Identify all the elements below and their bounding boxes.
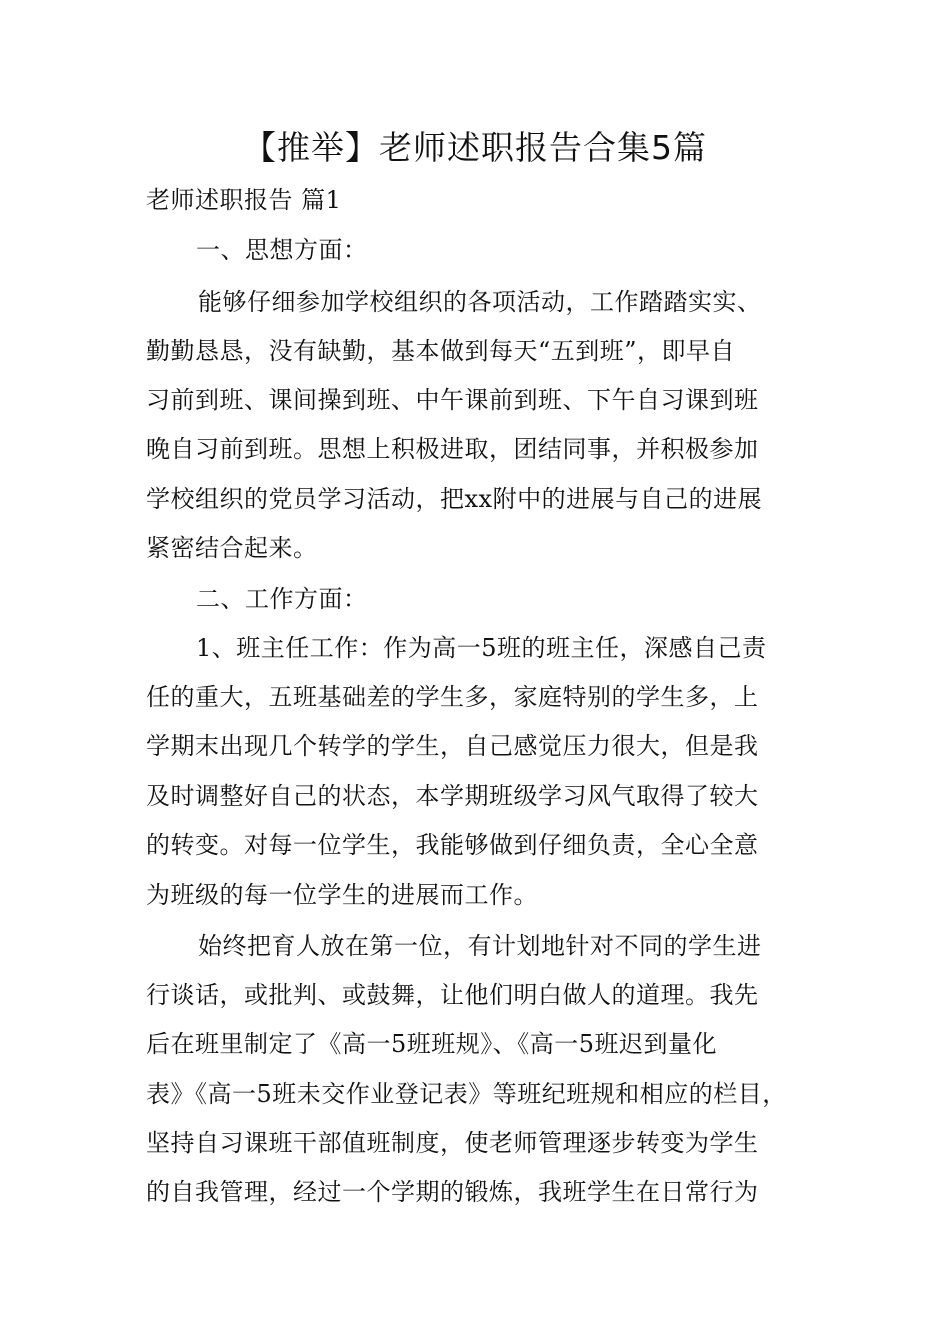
paragraph-line: 能够仔细参加学校组织的各项活动，工作踏踏实实、 xyxy=(198,288,762,316)
document-title: 【推举】老师述职报告合集5篇 xyxy=(243,128,707,167)
paragraph-line: 习前到班、课间操到班、中午课前到班、下午自习课到班 xyxy=(146,386,759,414)
paragraph-line: 为班级的每一位学生的进展而工作。 xyxy=(146,881,538,909)
paragraph-line: 及时调整好自己的状态，本学期班级学习风气取得了较大 xyxy=(146,782,759,810)
section-heading-thought: 一、思想方面： xyxy=(196,236,368,264)
paragraph-line: 坚持自习课班干部值班制度，使老师管理逐步转变为学生 xyxy=(146,1129,759,1157)
paragraph-line: 表》《高一5班未交作业登记表》等班纪班规和相应的栏目， xyxy=(146,1080,787,1108)
document-subtitle: 老师述职报告 篇1 xyxy=(146,186,342,214)
paragraph-line: 学校组织的党员学习活动，把xx附中的进展与自己的进展 xyxy=(146,485,763,513)
paragraph-line: 后在班里制定了《高一5班班规》、《高一5班迟到量化 xyxy=(146,1030,718,1058)
paragraph-line: 行谈话，或批判、或鼓舞，让他们明白做人的道理。我先 xyxy=(146,981,759,1009)
paragraph-line: 始终把育人放在第一位，有计划地针对不同的学生进 xyxy=(198,932,762,960)
section-heading-work: 二、工作方面： xyxy=(196,585,368,613)
paragraph-line: 紧密结合起来。 xyxy=(146,534,318,562)
paragraph-line: 任的重大，五班基础差的学生多，家庭特别的学生多，上 xyxy=(146,683,759,711)
paragraph-line: 勤勤恳恳，没有缺勤，基本做到每天“五到班”，即早自 xyxy=(146,337,736,365)
paragraph-line: 晚自习前到班。思想上积极进取，团结同事，并积极参加 xyxy=(146,435,759,463)
paragraph-line: 学期末出现几个转学的学生，自己感觉压力很大，但是我 xyxy=(146,732,759,760)
paragraph-line: 的自我管理，经过一个学期的锻炼，我班学生在日常行为 xyxy=(146,1178,759,1206)
paragraph-line: 的转变。对每一位学生，我能够做到仔细负责，全心全意 xyxy=(146,831,759,859)
paragraph-line: 1、班主任工作：作为高一5班的班主任，深感自己责 xyxy=(196,634,767,662)
